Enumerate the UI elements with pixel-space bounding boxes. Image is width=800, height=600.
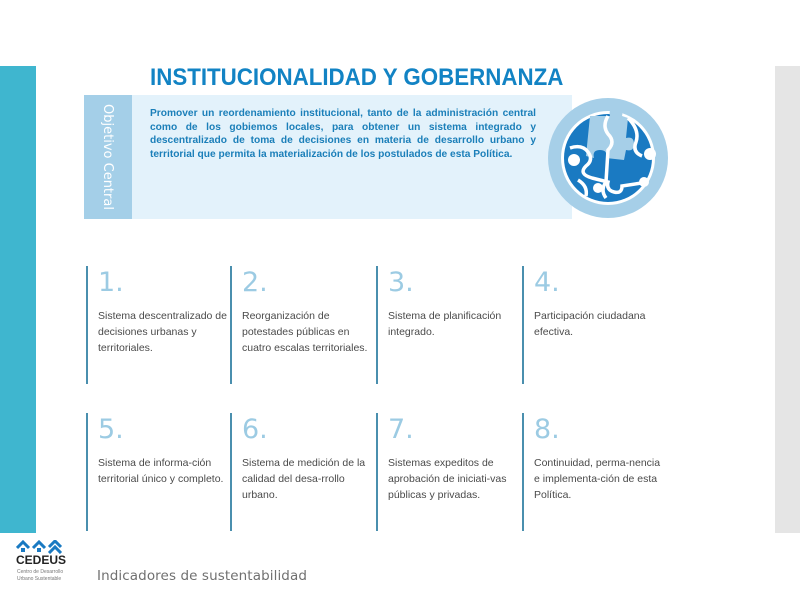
item-text: Reorganización de potestades públicas en cuatro escalas territoriales. xyxy=(242,310,368,354)
item-number: 6. xyxy=(242,414,268,445)
item-text: Sistemas expeditos de aprobación de iniciati-vas públicas y privadas. xyxy=(388,457,507,501)
objective-label: Objetivo Central xyxy=(100,104,116,210)
item-text: Participación ciudadana efectiva. xyxy=(534,310,646,338)
logo-subtitle xyxy=(17,569,77,583)
item-text: Sistema de planificación integrado. xyxy=(388,310,502,338)
policy-item-6 xyxy=(230,413,370,531)
logo-subtitle-line2: Urbano Sustentable xyxy=(17,576,62,582)
logo-subtitle-line1: Centro de Desarrollo xyxy=(17,569,64,575)
cedeus-logo xyxy=(14,540,74,595)
policy-item-2 xyxy=(230,266,370,384)
puzzle-globe-icon xyxy=(548,86,668,226)
item-number: 5. xyxy=(98,414,124,445)
objective-text: Promover un reordenamiento institucional, tanto de la administración central como de los gobiemos locales, para obtener un sistema integrado y descentralizado de toma de decisiones en materia de desarrollo urbano y territorial que permita la materialización de los postulados de esta Política. xyxy=(150,108,536,160)
footer-text: Indicadores de sustentabilidad xyxy=(97,568,308,584)
right-accent-bar xyxy=(775,66,800,533)
item-number: 7. xyxy=(388,414,414,445)
item-text: Sistema descentralizado de decisiones urbanas y territoriales. xyxy=(98,310,227,354)
logo-name: CEDEUS xyxy=(16,553,67,567)
policy-item-8 xyxy=(522,413,662,531)
policy-item-1 xyxy=(86,266,226,384)
policy-item-7 xyxy=(376,413,516,531)
item-text: Sistema de medición de la calidad del desa-rrollo urbano. xyxy=(242,457,366,501)
item-number: 4. xyxy=(534,267,560,298)
policy-item-5 xyxy=(86,413,226,531)
item-text: Sistema de informa-ción territorial único y completo. xyxy=(98,457,224,485)
item-number: 1. xyxy=(98,267,124,298)
houses-icon xyxy=(16,540,66,554)
item-number: 3. xyxy=(388,267,414,298)
left-accent-bar xyxy=(0,66,36,533)
objective-label-box xyxy=(84,95,132,219)
item-number: 8. xyxy=(534,414,560,445)
policy-item-3 xyxy=(376,266,516,384)
slide-title: INSTITUCIONALIDAD Y GOBERNANZA xyxy=(150,64,564,91)
policy-item-4 xyxy=(522,266,662,384)
item-text: Continuidad, perma-nencia e implementa-ción de esta Política. xyxy=(534,457,661,501)
item-number: 2. xyxy=(242,267,268,298)
